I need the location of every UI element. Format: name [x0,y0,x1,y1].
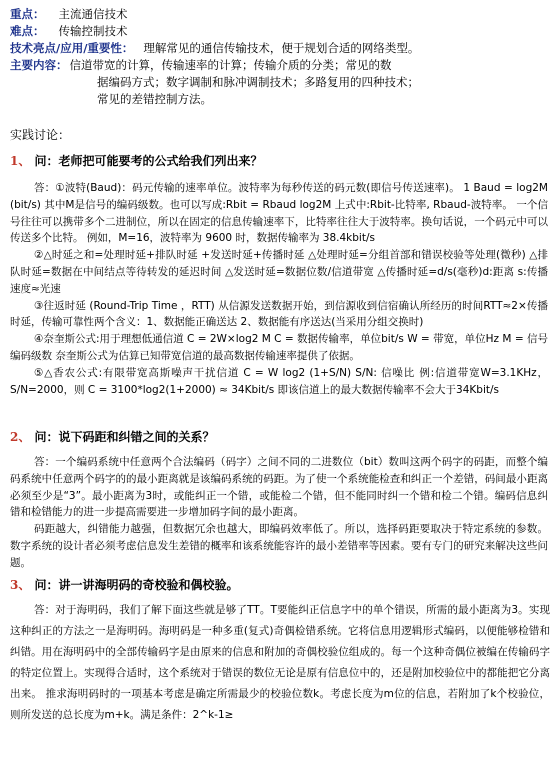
main-content-line-2: 据编码方式；数字调制和脉冲调制技术；多路复用的四种技术； [97,75,419,89]
highlight-value: 理解常见的通信传输技术，便于规划合适的网络类型。 [143,41,420,55]
highlight-label: 技术亮点/应用/重要性： [10,41,134,55]
question-3-number: 3、 [10,578,31,592]
key-point-row [10,6,128,22]
answer-2 [10,454,548,572]
answer-3 [10,600,550,726]
answer-3-para: 答：对于海明码，我们了解下面这些就是够了TT。T要能纠正信息字中的单个错误，所需的最小距离为3。实现这种纠正的方法之一是海明码。海明码是一种多重(复式)奇偶检错系统。它将信息用逻辑形式编码，以便能够检错和纠错。用在海明码中的全部传输码字是由原来的信息和附加的奇偶校验位组成的。每一个这种奇偶位被编在传输码字的特定位置上。实现得合适时，这个系统对于错误的数位无论是原有信息位中的，还是附加校验位中的都能把它分离出来。 推求海明码时的一项基本考虑是确定所需最少的校验位数k。考虑长度为m位的信息，若附加了k个校验位，则所发送的总长度为m+k。满足条件：2^k-1≥ [10,604,550,721]
question-3 [10,576,239,593]
answer-1 [10,180,548,398]
key-point-label: 重点： [10,7,45,21]
main-content-line-1: 信道带宽的计算，传输速率的计算；传输介质的分类；常见的数 [69,58,392,72]
question-2-number: 2、 [10,430,31,444]
main-content-line-3: 常见的差错控制方法。 [97,92,212,106]
answer-1-para: 答：①波特(Baud)：码元传输的速率单位。波特率为每秒传送的码元数(即信号传送速率)。 1 Baud = log2M (bit/s) 其中M是信号的编码级数。也可以写成:Rbit = Rbaud log2M 上式中:Rbit-比特率, Rbaud-波特率。 一个信号往往可以携带多个二进制位，所以在固定的信息传输速率下，比特率往往大于波特率。换句话说，一个码元中可以传送多个比特。 例如，M=16，波特率为 9600 时，数据传输率为 38.4kbit/s [10,182,548,245]
difficulty-value: 传输控制技术 [58,24,128,38]
question-1-text: 问：老师把可能要考的公式给我们列出来？ [34,154,263,168]
key-point-value: 主流通信技术 [58,7,128,21]
difficulty-row [10,23,128,39]
question-1-number: 1、 [10,154,31,168]
question-2 [10,428,215,445]
answer-1-para: ②△时延之和=处理时延+排队时延 +发送时延+传播时延 △处理时延=分组首部和错误校验等处理(微秒) △排队时延=数据在中间结点等待转发的延迟时间 △发送时延=数据位数/信道带宽 △传播时延=d/s(毫秒)d:距离 s:传播速度≈光速 [10,249,548,295]
answer-1-para: ⑤△香农公式:有限带宽高斯噪声干扰信道 C = W log2 (1+S/N) S/N: 信噪比 例:信道带宽W=3.1KHz，S/N=2000，则 C = 3100*log2(1+2000) ≈ 34Kbit/s 即该信道上的最大数据传输率不会大于34Kbit/s [10,366,548,396]
main-content-label: 主要内容： [10,58,68,72]
answer-2-para: 码距越大，纠错能力越强，但数据冗余也越大，即编码效率低了。所以，选择码距要取决于特定系统的参数。数字系统的设计者必须考虑信息发生差错的概率和该系统能容许的最小差错率等因素。要有专门的研究来解决这些问题。 [10,523,548,569]
highlight-row [10,40,419,56]
question-1 [10,152,263,169]
question-3-text: 问：讲一讲海明码的奇校验和偶校验。 [34,578,239,592]
main-content-row [10,57,392,73]
answer-1-para: ③往返时延 (Round-Trip Time ，RTT) 从信源发送数据开始，到信源收到信宿确认所经历的时间RTT≈2×传播时延，传输可靠性两个含义：1、数据能正确送达 2、数据能有序送达(当采用分组交换时) [10,299,548,329]
answer-2-para: 答：一个编码系统中任意两个合法编码（码字）之间不同的二进数位（bit）数叫这两个码字的码距，而整个编码系统中任意两个码字的的最小距离就是该编码系统的码距。为了使一个系统能检查和纠正一个差错，码间最小距离必须至少是“3”。最小距离为3时，或能纠正一个错，或能检二个错，但不能同时纠一个错和检二个错。编码信息纠错和检错能力的进一步提高需要进一步增加码字间的最小距离。 [10,456,548,519]
section-title: 实践讨论： [10,128,71,142]
question-2-text: 问：说下码距和纠错之间的关系？ [34,430,215,444]
difficulty-label: 难点： [10,24,45,38]
answer-1-para: ④奈奎斯公式:用于理想低通信道 C = 2W×log2 M C = 数据传输率，单位bit/s W = 带宽，单位Hz M = 信号编码级数 奈奎斯公式为估算已知带宽信道的最高数据传输速率提供了依据。 [10,333,548,362]
